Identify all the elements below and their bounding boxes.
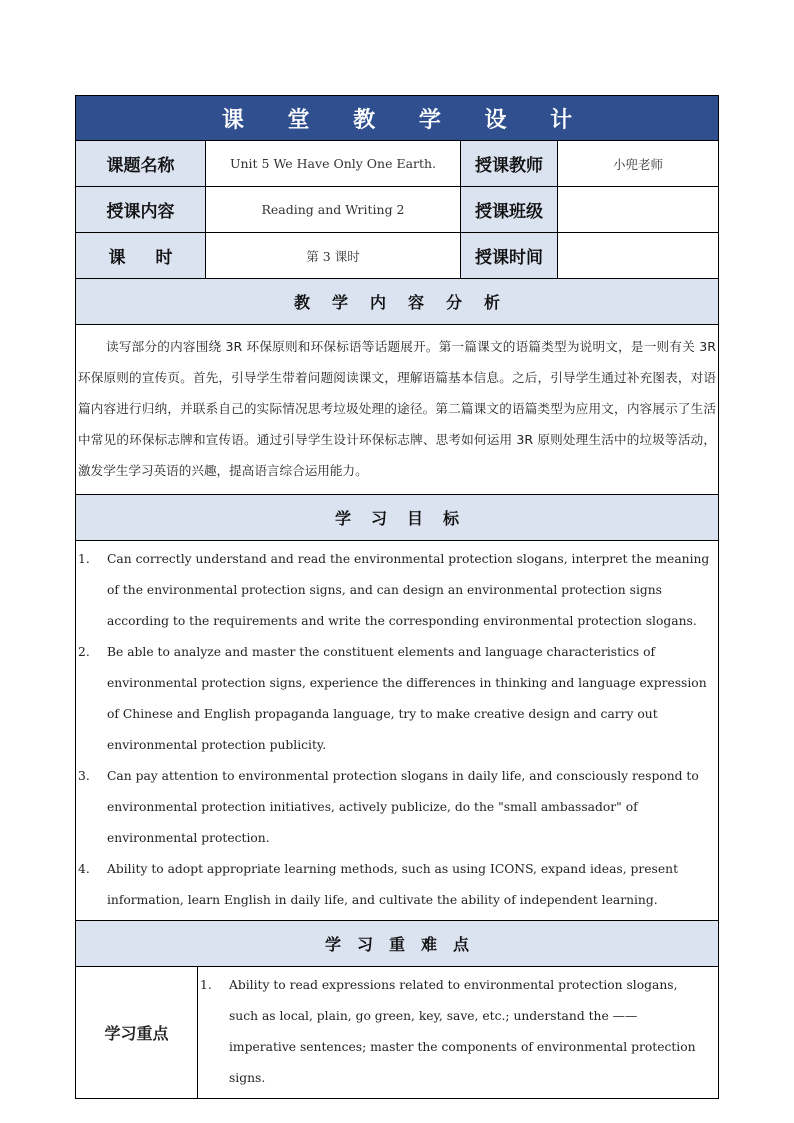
item-text: Ability to read expressions related to environmental protection slogans, such as local, plain, go green, key, save, etc.; understand the —— imperative sentences; master the components of environmental protection signs. <box>229 978 696 1085</box>
period-label: 课时 <box>76 233 205 278</box>
item-number: 3. <box>78 769 90 783</box>
item-text: Be able to analyze and master the constituent elements and language characteristics of environmental protection signs, experience the differences in thinking and language expression of Chinese and English propaganda language, try to make creative design and carry out environmental protection publicity. <box>107 645 707 752</box>
item-number: 1. <box>78 552 90 566</box>
list-item <box>78 761 714 854</box>
list-item <box>78 637 714 761</box>
item-number: 4. <box>78 862 90 876</box>
page-title: 课 堂 教 学 设 计 <box>75 95 719 141</box>
item-text: Ability to adopt appropriate learning methods, such as using ICONS, expand ideas, present information, learn English in daily life, and cultivate the ability of independent learning. <box>107 862 679 907</box>
content-label: 授课内容 <box>76 187 205 232</box>
keypoints-list <box>198 967 718 1098</box>
analysis-text: 读写部分的内容围绕 3R 环保原则和环保标语等话题展开。第一篇课文的语篇类型为说明文，是一则有关 3R 环保原则的宣传页。首先，引导学生带着问题阅读课文，理解语篇基本信息。之后，引导学生通过补充图表，对语篇内容进行归纳，并联系自己的实际情况思考垃圾处理的途径。第二篇课文的语篇类型为应用文，内容展示了生活中常见的环保标志牌和宣传语。通过引导学生设计环保标志牌、思考如何运用 3R 原则处理生活中的垃圾等活动，激发学生学习英语的兴趣，提高语言综合运用能力。 <box>75 325 719 495</box>
teacher-value: 小兜老师 <box>557 141 718 186</box>
item-number: 2. <box>78 645 90 659</box>
analysis-heading: 教学内容分析 <box>75 279 719 325</box>
list-item <box>200 970 708 1094</box>
item-text: Can correctly understand and read the environmental protection slogans, interpret the meaning of the environmental protection signs, and can design an environmental protection signs according to the requirements and write the corresponding environmental protection slogans. <box>107 552 710 628</box>
keypoints-label: 学习重点 <box>76 967 198 1098</box>
info-row-content <box>75 187 719 233</box>
period-value: 第 3 课时 <box>205 233 460 278</box>
class-value <box>557 187 718 232</box>
time-label: 授课时间 <box>460 233 557 278</box>
class-label: 授课班级 <box>460 187 557 232</box>
info-row-course <box>75 141 719 187</box>
list-item <box>78 854 714 916</box>
content-value: Reading and Writing 2 <box>205 187 460 232</box>
teacher-label: 授课教师 <box>460 141 557 186</box>
list-item <box>78 544 714 637</box>
keypoints-row <box>75 967 719 1099</box>
time-value <box>557 233 718 278</box>
info-row-period <box>75 233 719 279</box>
item-text: Can pay attention to environmental protection slogans in daily life, and consciously respond to environmental protection initiatives, actively publicize, do the "small ambassador" of environmental protection. <box>107 769 699 845</box>
keypoints-heading: 学习重难点 <box>75 921 719 967</box>
objectives-list <box>75 541 719 921</box>
course-label: 课题名称 <box>76 141 205 186</box>
item-number: 1. <box>200 978 212 992</box>
course-value: Unit 5 We Have Only One Earth. <box>205 141 460 186</box>
lesson-plan-table <box>75 95 719 1099</box>
objectives-heading: 学习目标 <box>75 495 719 541</box>
